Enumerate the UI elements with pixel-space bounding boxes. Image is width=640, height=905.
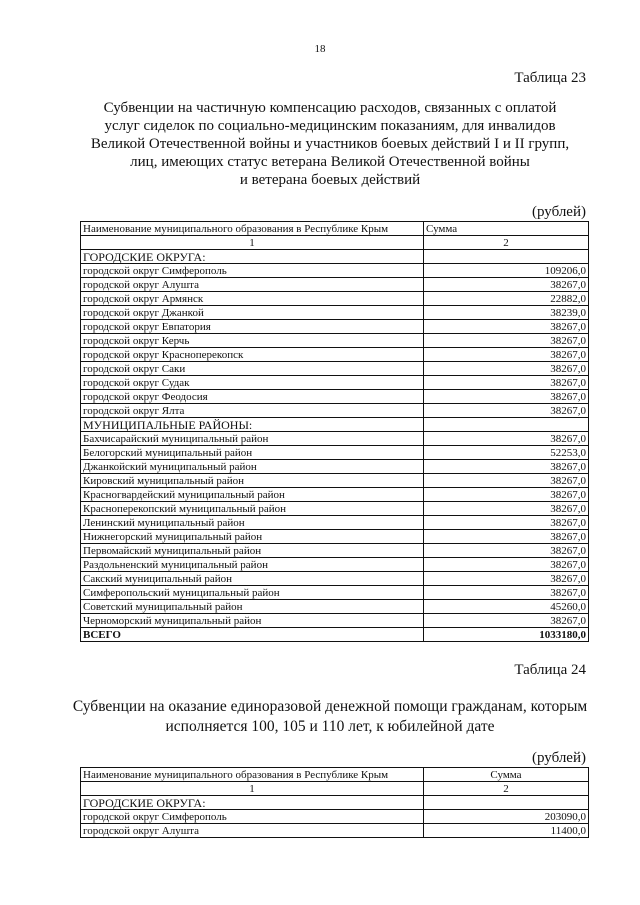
col-number-2: 2 [424,782,589,796]
header-name: Наименование муниципального образования в Республике Крым [81,768,424,782]
row-sum: 38267,0 [424,474,589,488]
row-name: городской округ Саки [81,362,424,376]
title-line: лиц, имеющих статус ветерана Великой Отечественной войны [130,154,530,170]
col-number-1: 1 [81,782,424,796]
row-sum: 38267,0 [424,572,589,586]
header-sum: Сумма [424,222,589,236]
table-row [81,474,589,488]
table-row [81,502,589,516]
table-row [81,530,589,544]
table-row [81,390,589,404]
row-sum: 38267,0 [424,614,589,628]
title-line: услуг сиделок по социально-медицинским показаниям, для инвалидов [104,118,556,134]
table-row [81,278,589,292]
header-name: Наименование муниципального образования в Республике Крым [81,222,424,236]
table-row [81,320,589,334]
table-24-title [70,697,590,737]
section-urban: ГОРОДСКИЕ ОКРУГА: [81,250,424,264]
section-urban: ГОРОДСКИЕ ОКРУГА: [81,796,424,810]
row-sum: 38267,0 [424,488,589,502]
row-sum: 38267,0 [424,334,589,348]
row-name: Нижнегорский муниципальный район [81,530,424,544]
row-sum: 38267,0 [424,502,589,516]
page-number: 18 [314,43,326,55]
table-row [81,824,589,838]
table-row [81,516,589,530]
table-row [81,348,589,362]
table-row [81,446,589,460]
row-sum: 38267,0 [424,320,589,334]
total-sum: 1033180,0 [424,628,589,642]
header-row [81,222,589,236]
row-name: Кировский муниципальный район [81,474,424,488]
table-row [81,362,589,376]
table-row [81,432,589,446]
row-name: Симферопольский муниципальный район [81,586,424,600]
title-line: Субвенции на частичную компенсацию расходов, связанных с оплатой [103,100,557,116]
row-sum: 109206,0 [424,264,589,278]
table-23 [80,221,589,642]
row-name: городской округ Красноперекопск [81,348,424,362]
table-row [81,334,589,348]
row-sum: 38267,0 [424,432,589,446]
table-24 [80,767,589,838]
col-number-1: 1 [81,236,424,250]
table-23-label: Таблица 23 [514,70,586,86]
section-row [81,250,589,264]
row-name: городской округ Джанкой [81,306,424,320]
row-sum: 38267,0 [424,278,589,292]
total-row [81,628,589,642]
row-sum: 38267,0 [424,376,589,390]
row-sum: 38267,0 [424,460,589,474]
section-row [81,796,589,810]
empty-cell [424,418,589,432]
row-sum: 38267,0 [424,516,589,530]
row-name: городской округ Алушта [81,278,424,292]
row-name: Черноморский муниципальный район [81,614,424,628]
row-name: Ленинский муниципальный район [81,516,424,530]
table-row [81,264,589,278]
row-sum: 45260,0 [424,600,589,614]
row-sum: 38267,0 [424,558,589,572]
table-row [81,600,589,614]
table-row [81,558,589,572]
row-name: городской округ Феодосия [81,390,424,404]
row-name: Первомайский муниципальный район [81,544,424,558]
row-sum: 38267,0 [424,530,589,544]
row-sum: 38267,0 [424,390,589,404]
row-sum: 22882,0 [424,292,589,306]
col-number-2: 2 [424,236,589,250]
row-name: городской округ Алушта [81,824,424,838]
row-sum: 38239,0 [424,306,589,320]
row-name: городской округ Армянск [81,292,424,306]
empty-cell [424,796,589,810]
table-row [81,614,589,628]
row-sum: 38267,0 [424,404,589,418]
header-sum: Сумма [424,768,589,782]
title-line: исполняется 100, 105 и 110 лет, к юбилейной дате [165,718,495,735]
title-line: Великой Отечественной войны и участников боевых действий I и II групп, [90,136,570,152]
table-24-label: Таблица 24 [514,662,586,678]
header-row [81,768,589,782]
row-name: городской округ Симферополь [81,810,424,824]
row-sum: 203090,0 [424,810,589,824]
table-row [81,586,589,600]
table-row [81,376,589,390]
row-name: городской округ Симферополь [81,264,424,278]
title-line: и ветерана боевых действий [239,172,421,188]
row-name: городской округ Судак [81,376,424,390]
row-name: Раздольненский муниципальный район [81,558,424,572]
row-name: Сакский муниципальный район [81,572,424,586]
units-label: (рублей) [531,204,586,220]
empty-cell [424,250,589,264]
title-line: Субвенции на оказание единоразовой денежной помощи гражданам, которым [72,698,588,715]
table-row [81,810,589,824]
column-number-row [81,782,589,796]
section-row [81,418,589,432]
row-name: Советский муниципальный район [81,600,424,614]
table-row [81,460,589,474]
row-name: Красногвардейский муниципальный район [81,488,424,502]
table-row [81,572,589,586]
row-name: Джанкойский муниципальный район [81,460,424,474]
table-23-title [70,99,590,189]
row-sum: 11400,0 [424,824,589,838]
table-row [81,544,589,558]
row-name: Красноперекопский муниципальный район [81,502,424,516]
row-name: городской округ Евпатория [81,320,424,334]
row-name: городской округ Ялта [81,404,424,418]
section-districts: МУНИЦИПАЛЬНЫЕ РАЙОНЫ: [81,418,424,432]
table-row [81,306,589,320]
row-sum: 38267,0 [424,362,589,376]
table-row [81,488,589,502]
units-label: (рублей) [531,750,586,766]
row-sum: 52253,0 [424,446,589,460]
row-name: Бахчисарайский муниципальный район [81,432,424,446]
row-sum: 38267,0 [424,348,589,362]
column-number-row [81,236,589,250]
row-name: Белогорский муниципальный район [81,446,424,460]
row-name: городской округ Керчь [81,334,424,348]
table-row [81,292,589,306]
table-row [81,404,589,418]
row-sum: 38267,0 [424,586,589,600]
total-label: ВСЕГО [81,628,424,642]
row-sum: 38267,0 [424,544,589,558]
